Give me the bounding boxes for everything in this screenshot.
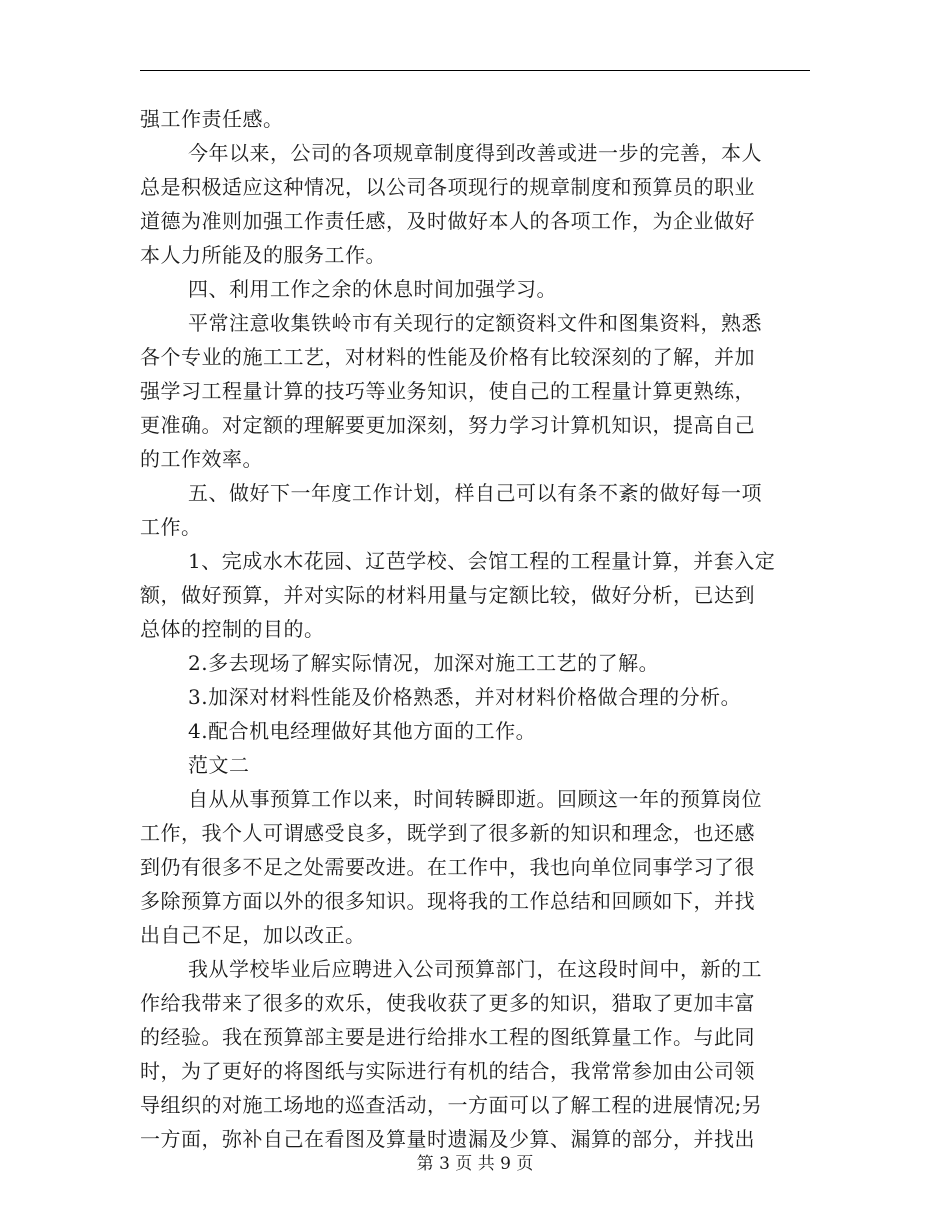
- text-line: 强工作责任感。: [140, 107, 284, 131]
- header-rule: [140, 70, 810, 71]
- list-item: 1、完成水木花园、辽芭学校、会馆工程的工程量计算，并套入定: [188, 549, 776, 573]
- text-line: 多除预算方面以外的很多知识。现将我的工作总结和回顾如下，并找: [140, 889, 755, 913]
- text-line: 出自己不足，加以改正。: [140, 923, 366, 947]
- text-line: 导组织的对施工场地的巡查活动，一方面可以了解工程的进展情况;另: [140, 1093, 763, 1117]
- paragraph-start: 今年以来，公司的各项规章制度得到改善或进一步的完善，本人: [188, 141, 762, 165]
- section-heading: 范文二: [188, 753, 250, 777]
- text-line: 到仍有很多不足之处需要改进。在工作中，我也向单位同事学习了很: [140, 855, 755, 879]
- text-line: 时，为了更好的将图纸与实际进行有机的结合，我常常参加由公司领: [140, 1059, 755, 1083]
- text-line: 更准确。对定额的理解要更加深刻，努力学习计算机知识，提高自己: [140, 413, 755, 437]
- text-line: 各个专业的施工工艺，对材料的性能及价格有比较深刻的了解，并加: [140, 345, 755, 369]
- text-line: 总体的控制的目的。: [140, 617, 325, 641]
- paragraph-start: 自从从事预算工作以来，时间转瞬即逝。回顾这一年的预算岗位: [188, 787, 762, 811]
- document-body: [140, 102, 810, 1156]
- text-line: 工作，我个人可谓感受良多，既学到了很多新的知识和理念，也还感: [140, 821, 755, 845]
- list-item: 2.多去现场了解实际情况，加深对施工工艺的了解。: [188, 651, 660, 675]
- text-line: 的经验。我在预算部主要是进行给排水工程的图纸算量工作。与此同: [140, 1025, 755, 1049]
- text-line: 额，做好预算，并对实际的材料用量与定额比较，做好分析，已达到: [140, 583, 755, 607]
- text-line: 强学习工程量计算的技巧等业务知识，使自己的工程量计算更熟练，: [140, 379, 755, 403]
- paragraph-start: 平常注意收集铁岭市有关现行的定额资料文件和图集资料，熟悉: [188, 311, 762, 335]
- page-number: 第 3 页 共 9 页: [416, 1154, 534, 1174]
- text-line: 总是积极适应这种情况，以公司各项现行的规章制度和预算员的职业: [140, 175, 755, 199]
- text-line: 道德为准则加强工作责任感，及时做好本人的各项工作，为企业做好: [140, 209, 755, 233]
- text-line: 工作。: [140, 515, 202, 539]
- paragraph-start: 我从学校毕业后应聘进入公司预算部门，在这段时间中，新的工: [188, 957, 762, 981]
- list-item: 4.配合机电经理做好其他方面的工作。: [188, 719, 537, 743]
- section-heading: 五、做好下一年度工作计划，样自己可以有条不紊的做好每一项: [188, 481, 762, 505]
- section-heading: 四、利用工作之余的休息时间加强学习。: [188, 277, 557, 301]
- text-line: 一方面，弥补自己在看图及算量时遗漏及少算、漏算的部分，并找出: [140, 1127, 755, 1151]
- text-line: 作给我带来了很多的欢乐，使我收获了更多的知识，猎取了更加丰富: [140, 991, 755, 1015]
- list-item: 3.加深对材料性能及价格熟悉，并对材料价格做合理的分析。: [188, 685, 742, 709]
- text-line: 本人力所能及的服务工作。: [140, 243, 386, 267]
- text-line: 的工作效率。: [140, 447, 263, 471]
